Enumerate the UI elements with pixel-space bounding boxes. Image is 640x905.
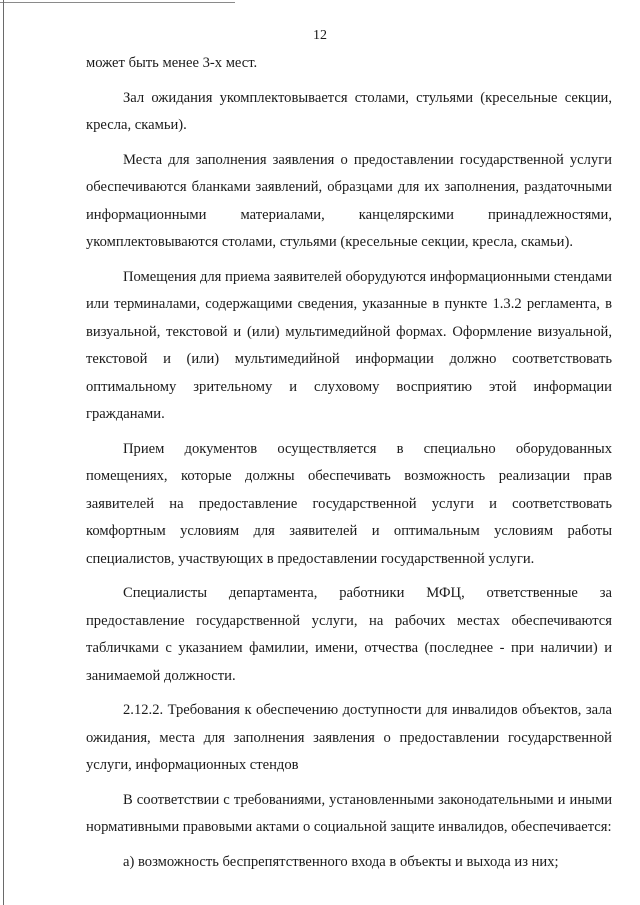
- paragraph-document-reception: Прием документов осуществляется в специально оборудованных помещениях, которые должны обеспечивать возможность реализации прав заявителей на предоставление государственной услуги и соответствовать комфортным условиям для заявителей и оптимальным условиям работы специалистов, участвующих в предоставлении государственной услуги.: [86, 440, 612, 567]
- paragraph-section-heading: 2.12.2. Требования к обеспечению доступности для инвалидов объектов, зала ожидания, места для заполнения заявления о предоставлении государственной услуги, информационных стендов: [86, 702, 612, 773]
- document-body: [86, 50, 612, 883]
- list-item-a: а) возможность беспрепятственного входа в объекты и выхода из них;: [123, 853, 559, 870]
- paragraph-info-stands: Помещения для приема заявителей оборудуются информационными стендами или терминалами, содержащими сведения, указанные в пункте 1.3.2 регламента, в визуальной, текстовой и (или) мультимедийной формах. Оформление визуальной, текстовой и (или) мультимедийной информации должно соответствовать оптимальному зрительному и слуховому восприятию этой информации гражданами.: [86, 268, 612, 422]
- paragraph-accessibility-intro: В соответствии с требованиями, установленными законодательными и иными нормативными правовыми актами о социальной защите инвалидов, обеспечивается:: [86, 791, 612, 835]
- page-number: 12: [313, 28, 327, 43]
- paragraph-application-places: Места для заполнения заявления о предоставлении государственной услуги обеспечиваются бланками заявлений, образцами для их заполнения, раздаточными информационными материалами, канцелярскими принадлежностями, укомплектовываются столами, стульями (кресельные секции, кресла, скамьи).: [86, 151, 612, 250]
- paragraph-waiting-hall: Зал ожидания укомплектовывается столами, стульями (кресельные секции, кресла, скамьи).: [86, 89, 612, 133]
- scan-edge-top: [0, 2, 235, 3]
- paragraph-specialists: Специалисты департамента, работники МФЦ, ответственные за предоставление государственной услуги, на рабочих местах обеспечиваются табличками с указанием фамилии, имени, отчества (последнее - при наличии) и занимаемой должности.: [86, 585, 612, 684]
- scan-edge-left: [3, 0, 4, 905]
- paragraph-continuation: может быть менее 3-х мест.: [86, 55, 258, 71]
